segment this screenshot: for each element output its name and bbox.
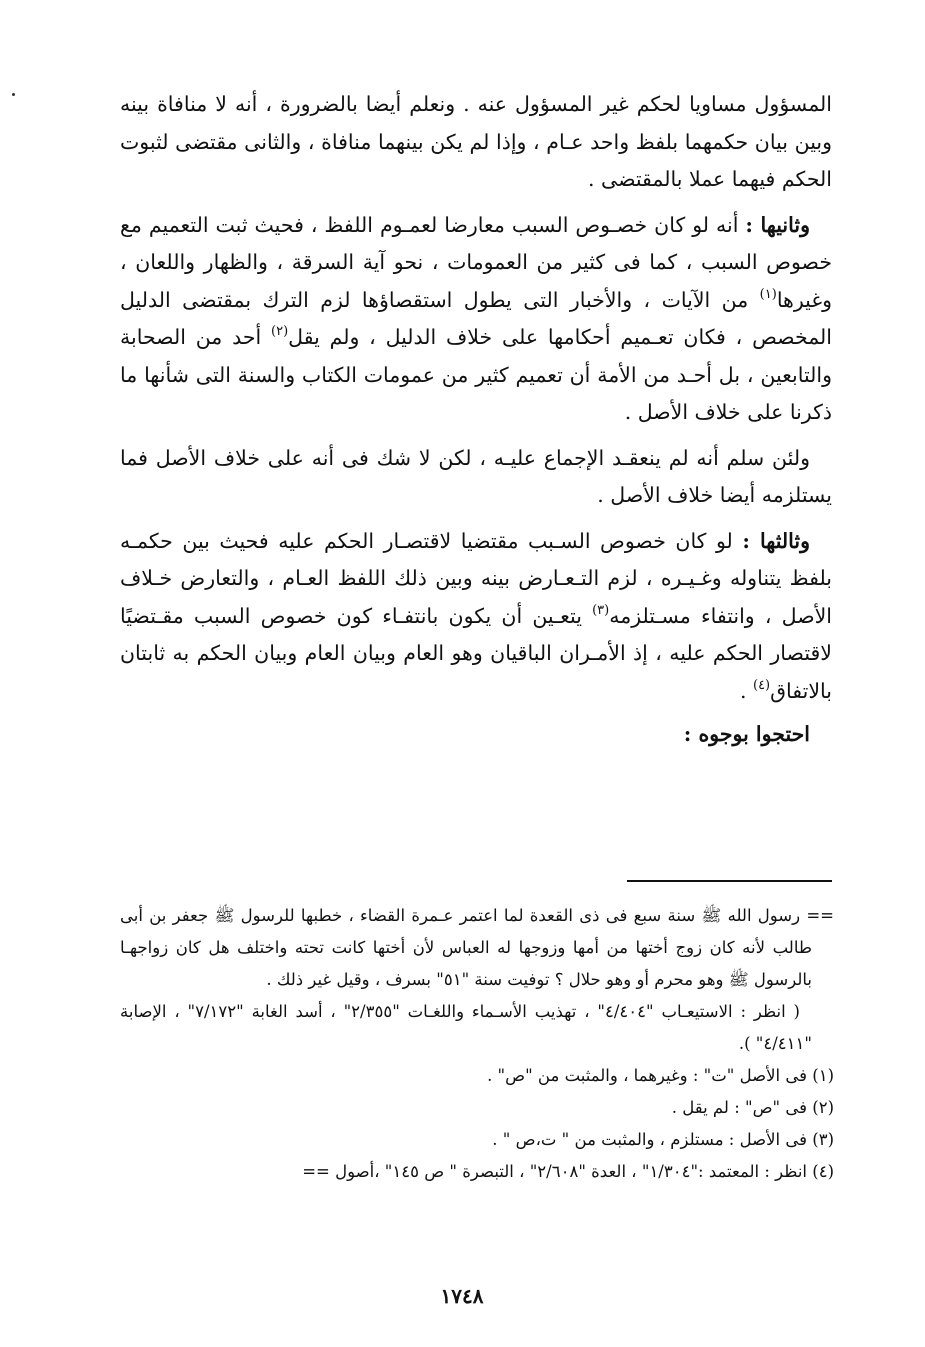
main-text: [120, 86, 832, 754]
footnote-3: (٣) فى الأصل : مستلزم ، والمثبت من " ت،ص " .: [492, 1130, 834, 1149]
footnote-1: (١) فى الأصل "ت" : وغيرهما ، والمثبت من "ص" .: [487, 1066, 834, 1085]
paragraph-2-text-c: أحد من الصحابة والتابعين ، بل أحـد من الأمة أن تعميم كثير من عمومات الكتاب والسنة التى شأنها ما ذكرنا على خلاف الأصل .: [120, 325, 832, 424]
scan-speck: [12, 93, 15, 96]
paragraph-1: المسؤول مساويا لحكم غير المسؤول عنه . ونعلم أيضا بالضرورة ، أنه لا منافاة بينه وبين بيان حكمهما بلفظ واحد عـام ، وإذا لم يكن بينهما منافاة ، والثانى مقتضى لثبوت الحكم فيهما عملا بالمقتضى .: [120, 92, 832, 191]
paragraph-4: [120, 523, 832, 711]
footnote-ref-2: (٢): [271, 324, 289, 339]
page-number: ١٧٤٨: [440, 1284, 484, 1308]
paragraph-2-text-a: أنه لو كان خصـوص السبب معارضا لعمـوم اللفظ ، فحيث ثبت التعميم مع خصوص السبب ، كما فى كثير من العمومات ، نحو آية السرقة ، والظهار واللعان ، وغيرها: [120, 212, 832, 312]
paragraph-2-lead: وثانيها :: [745, 212, 810, 237]
paragraph-4-text-a: لو كان خصوص السـبب مقتضيا لاقتصـار الحكم عليه فحيث بين حكمـه بلفظ يتناوله وغـيـره ، لزم التـعـارض بينه وبين ذلك اللفظ العـام ، والتعارض خـلاف الأصل ، وانتفاء مسـتلزمه: [120, 528, 832, 628]
paragraph-2-text-b: من الآيات ، والأخبار التى يطول استقصاؤها لزم الترك بمقتضى الدليل المخصص ، فكان تعـميم أحكامها على خلاف الدليل ، ولم يقل: [120, 287, 832, 349]
paragraph-4-text-b: يتعـين أن يكون بانتفـاء كون خصوص السبب مقـتضيًا لاقتصار الحكم عليه ، إذ الأمـران الباقيان وهو العام وبيان العام وبيان الحكم به ثابتان بالاتفاق: [120, 603, 832, 703]
footnote-continuation: == رسول الله ﷺ سنة سبع فى ذى القعدة لما اعتمر عـمرة القضاء ، خطبها للرسول ﷺ جعفر بن أبى طالب لأنه كان زوج أختها من أمها وزوجها له العباس لأن أختها كانت تحته واختلف هل كان زواجهـا بالرسول ﷺ وهو محرم أو وهو حلال ؟ توفيت سنة "٥١" بسرف ، وقيل غير ذلك .: [120, 906, 834, 989]
paragraph-2: [120, 207, 832, 432]
paragraph-4-lead: وثالثها :: [742, 528, 810, 553]
paragraph-3: ولئن سلم أنه لم ينعقـد الإجماع عليـه ، لكن لا شك فى أنه على خلاف الأصل فما يستلزمه أيضا خلاف الأصل .: [120, 445, 832, 507]
footnote-2: (٢) فى "ص" : لم يقل .: [671, 1098, 834, 1117]
footnote-4: (٤) انظر : المعتمد :"١/٣٠٤" ، العدة "٢/٦٠٨" ، التبصرة " ص ١٤٥" ،أصول ==: [302, 1162, 834, 1181]
footnotes: [120, 900, 834, 1188]
footnote-ref-4: (٤): [752, 677, 771, 693]
paragraph-4-text-c: .: [739, 678, 753, 703]
footnote-continuation-reference: ( انظر : الاستيعـاب "٤/٤٠٤" ، تهذيب الأسـماء واللغـات "٢/٣٥٥" ، أسد الغابة "٧/١٧٢" ، الإصابة "٤/٤١١" ).: [120, 1002, 812, 1053]
section-heading: احتجوا بوجوه :: [683, 722, 810, 746]
footnote-ref-1: (١): [759, 286, 777, 302]
footnote-ref-3: (٣): [592, 602, 610, 618]
footnote-separator: [627, 880, 832, 882]
